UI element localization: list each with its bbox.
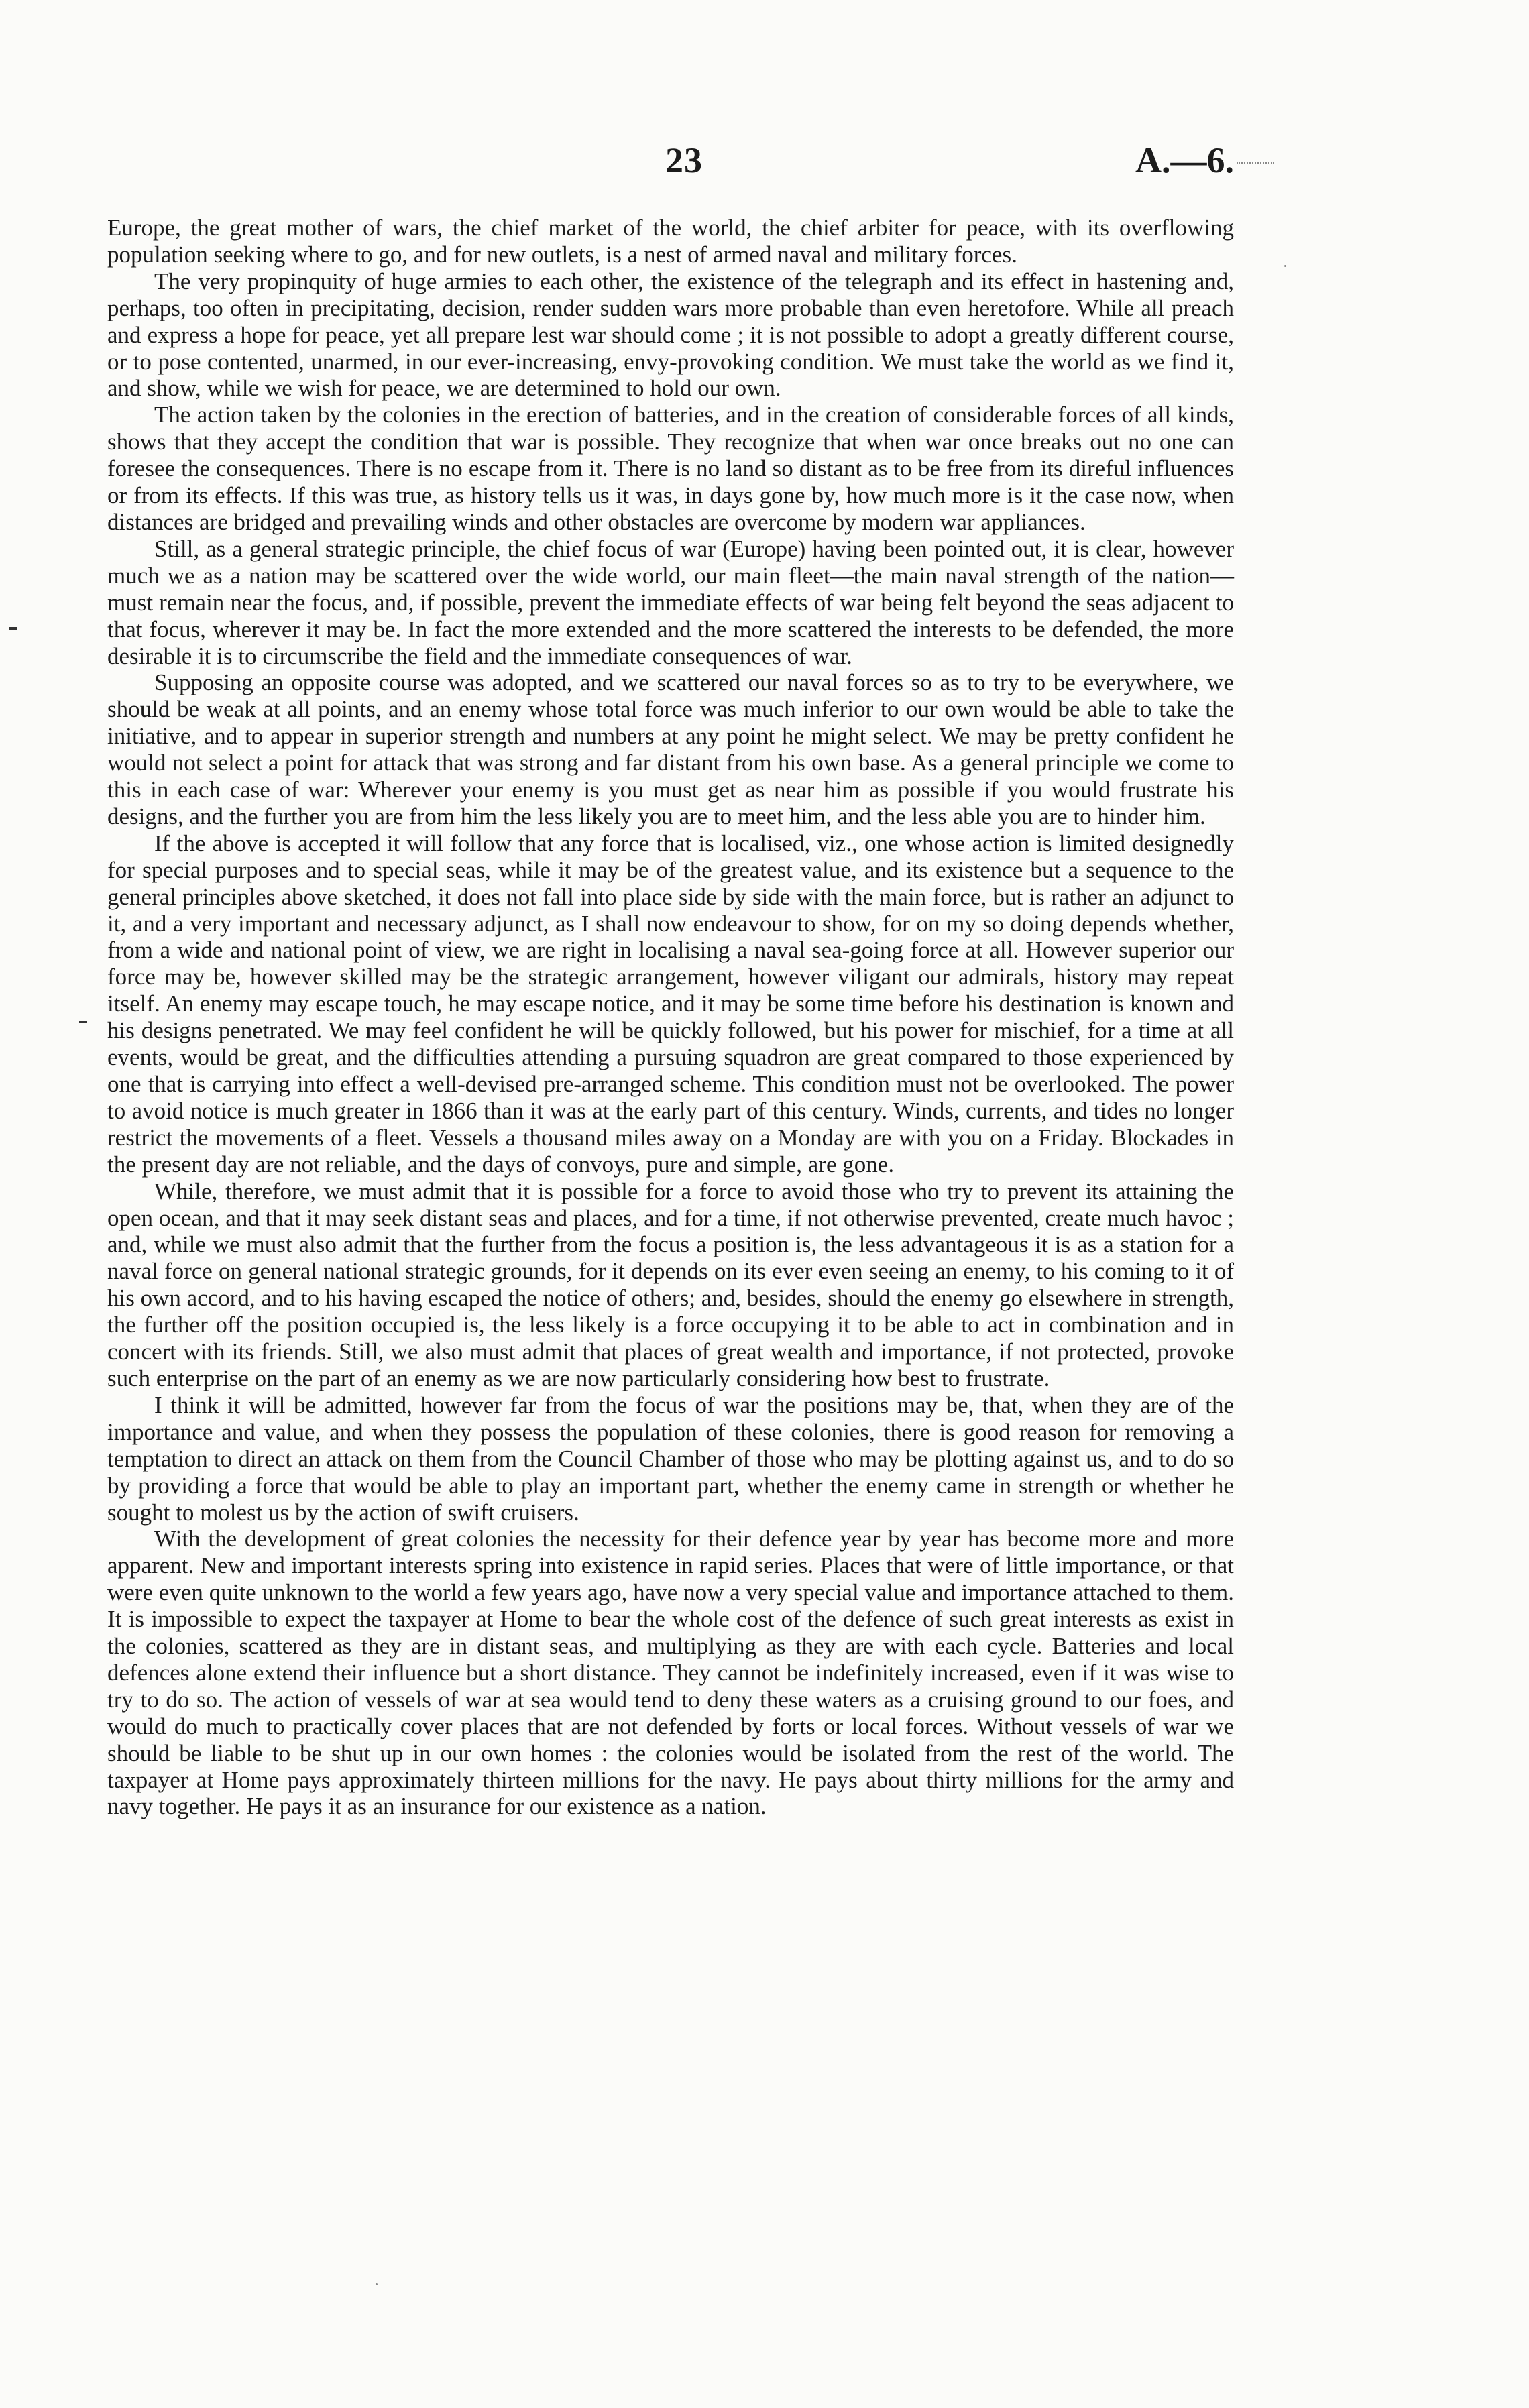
paragraph-4: Still, as a general strategic principle, the chief focus of war (Europe) having been pointed out, it is clear, however much we as a nation may be scattered over the wide world, our main fleet—the main naval strength of the nation—must remain near the focus, and, if possible, prevent the immediate effects of war being felt beyond the seas adjacent to that focus, wherever it may be. In fact the more extended and the more scattered the interests to be defended, the more desirable it is to circumscribe the field and the immediate consequences of war. [107, 535, 1234, 669]
paragraph-9: With the development of great colonies the necessity for their defence year by year has become more and more apparent. New and important interests spring into existence in rapid series. Places that were of little importance, or that were even quite unknown to the world a few years ago, have now a very special value and importance attached to them. It is impossible to expect the taxpayer at Home to bear the whole cost of the defence of such great interests as exist in the colonies, scattered as they are in distant seas, and multiplying as they are with each cycle. Batteries and local defences alone extend their influence but a short distance. They cannot be indefinitely increased, even if it was wise to try to do so. The action of vessels of war at sea would tend to deny these waters as a cruising ground to our foes, and would do much to practically cover places that are not defended by forts or local forces. Without vessels of war we should be liable to be shut up in our own homes : the colonies would be isolated from the rest of the world. The taxpayer at Home pays approximately thirteen millions for the navy. He pays about thirty millions for the army and navy together. He pays it as an insurance for our existence as a nation. [107, 1526, 1234, 1820]
page-speck [1284, 265, 1286, 267]
margin-mark [9, 627, 17, 630]
paragraph-1: Europe, the great mother of wars, the chief market of the world, the chief arbiter for peace, with its overflowing population seeking where to go, and for new outlets, is a nest of armed naval and military forces. [107, 215, 1234, 268]
page-number: 23 [665, 140, 703, 180]
body-text [107, 215, 1234, 1820]
paragraph-7: While, therefore, we must admit that it is possible for a force to avoid those who try to prevent its attaining the open ocean, and that it may seek distant seas and places, and for a time, if not otherwise prevented, create much havoc ; and, while we must also admit that the further from the focus a position is, the less advantageous it is as a station for a naval force on general national strategic grounds, for it depends on its ever even seeing an enemy, to his coming to it of his own accord, and to his having escaped the notice of others; and, besides, should the enemy go elsewhere in strength, the further off the position occupied is, the less likely is a force occupying it to be able to act in combination and in concert with its friends. Still, we also must admit that places of great wealth and importance, if not protected, provoke such enterprise on the part of an enemy as we are now particularly considering how best to frustrate. [107, 1178, 1234, 1391]
page-speck [376, 2283, 378, 2285]
paragraph-5: Supposing an opposite course was adopted, and we scattered our naval forces so as to try to be everywhere, we should be weak at all points, and an enemy whose total force was much inferior to our own would be able to take the initiative, and to appear in superior strength and numbers at any point he might select. We may be pretty confident he would not select a point for attack that was strong and far distant from his own base. As a general principle we come to this in each case of war: Wherever your enemy is you must get as near him as possible if you would frustrate his designs, and the further you are from him the less likely you are to meet him, and the less able you are to hinder him. [107, 669, 1234, 829]
header-dotted-rule [1237, 162, 1274, 164]
paragraph-2: The very propinquity of huge armies to each other, the existence of the telegraph and its effect in hastening and, perhaps, too often in precipitating, decision, render sudden wars more probable than even heretofore. While all preach and express a hope for peace, yet all prepare lest war should come ; it is not possible to adopt a greatly different course, or to pose contented, unarmed, in our ever-increasing, envy-provoking condition. We must take the world as we find it, and show, while we wish for peace, we are determined to hold our own. [107, 268, 1234, 402]
document-reference: A.—6. [1135, 140, 1234, 180]
page-header [107, 139, 1234, 193]
paragraph-8: I think it will be admitted, however far from the focus of war the positions may be, that, when they are of the importance and value, and when they possess the population of these colonies, there is good reason for removing a temptation to direct an attack on them from the Council Chamber of those who may be plotting against us, and to do so by providing a force that would be able to play an important part, whether the enemy came in strength or whether he sought to molest us by the action of swift cruisers. [107, 1391, 1234, 1526]
margin-mark [79, 1021, 87, 1023]
paragraph-3: The action taken by the colonies in the erection of batteries, and in the creation of considerable forces of all kinds, shows that they accept the condition that war is possible. They recognize that when war once breaks out no one can foresee the consequences. There is no escape from it. There is no land so distant as to be free from its direful influences or from its effects. If this was true, as history tells us it was, in days gone by, how much more is it the case now, when distances are bridged and prevailing winds and other obstacles are overcome by modern war appliances. [107, 402, 1234, 535]
paragraph-6: If the above is accepted it will follow that any force that is localised, viz., one whose action is limited designedly for special purposes and to special seas, while it may be of the greatest value, and its existence but a sequence to the general principles above sketched, it does not fall into place side by side with the main force, but is rather an adjunct to it, and a very important and necessary adjunct, as I shall now endeavour to show, for on my so doing depends whether, from a wide and national point of view, we are right in localising a naval sea-going force at all. However superior our force may be, however skilled may be the strategic arrangement, however viligant our admirals, history may repeat itself. An enemy may escape touch, he may escape notice, and it may be some time before his destination is known and his designs penetrated. We may feel confident he will be quickly followed, but his power for mischief, for a time at all events, would be great, and the difficulties attending a pursuing squadron are great compared to those experienced by one that is carrying into effect a well-devised pre-arranged scheme. This condition must not be overlooked. The power to avoid notice is much greater in 1866 than it was at the early part of this century. Winds, currents, and tides no longer restrict the movements of a fleet. Vessels a thousand miles away on a Monday are with you on a Friday. Blockades in the present day are not reliable, and the days of convoys, pure and simple, are gone. [107, 829, 1234, 1178]
